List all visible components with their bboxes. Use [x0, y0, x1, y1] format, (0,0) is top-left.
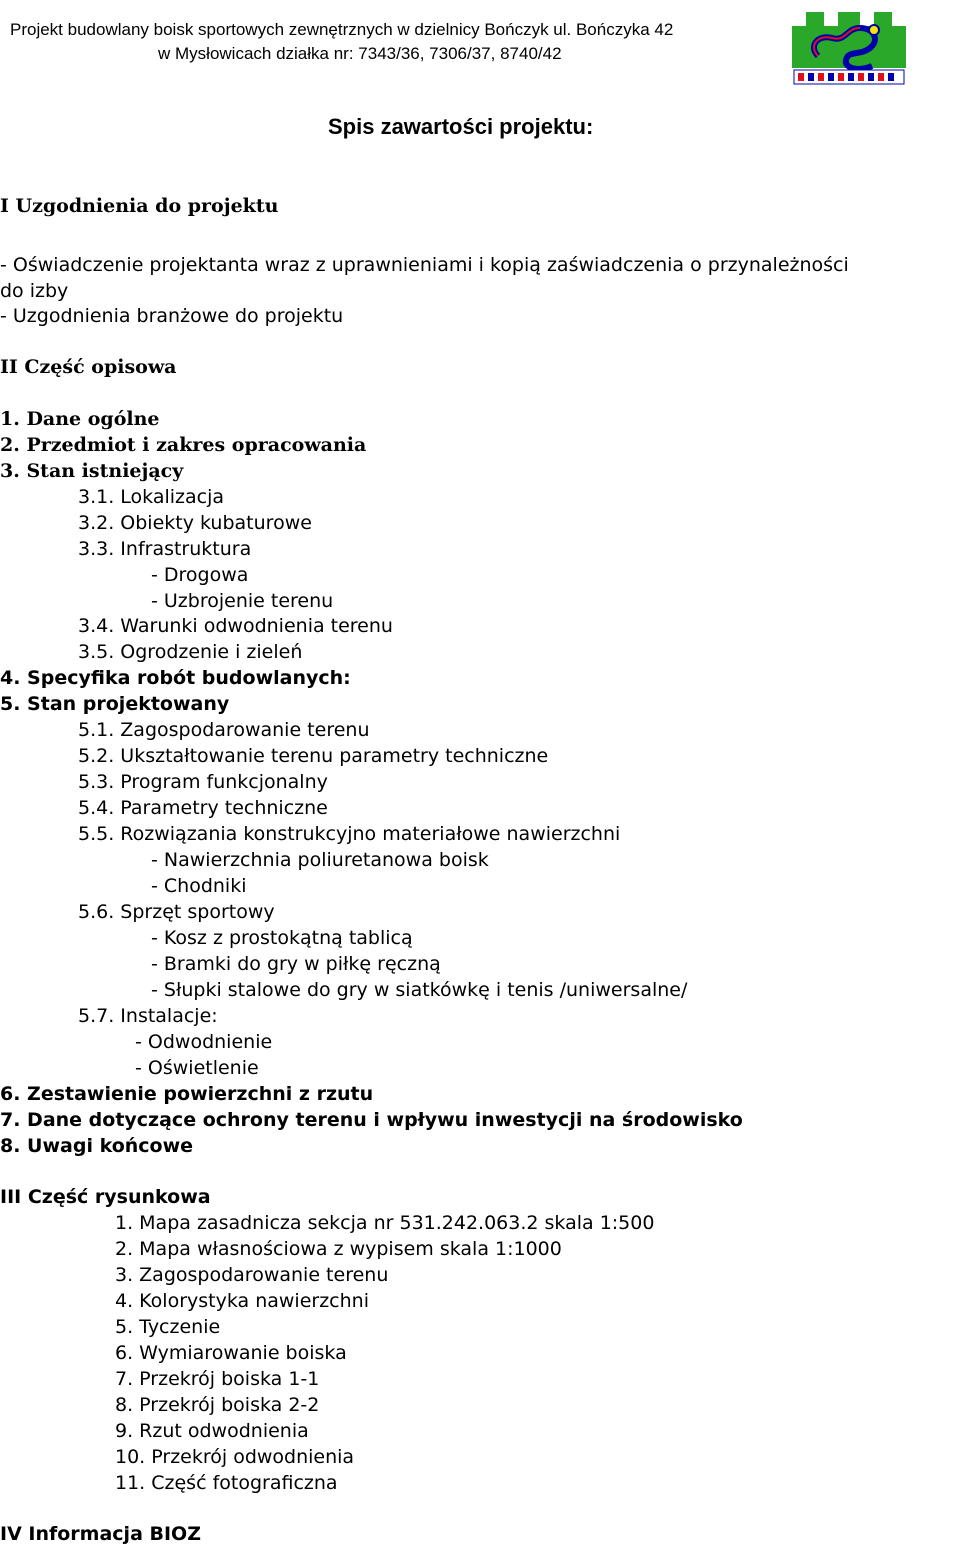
list-item: 5. Stan projektowany: [0, 693, 230, 715]
list-item: - Kosz z prostokątną tablicą: [151, 927, 413, 949]
list-item: 1. Mapa zasadnicza sekcja nr 531.242.063.2 skala 1:500: [115, 1212, 655, 1234]
list-item: 9. Rzut odwodnienia: [115, 1420, 309, 1442]
list-item: 3.1. Lokalizacja: [78, 486, 225, 508]
list-item: 5.4. Parametry techniczne: [78, 797, 328, 819]
list-item: - Oświadczenie projektanta wraz z uprawnieniami i kopią zaświadczenia o przynależności: [0, 254, 849, 276]
list-item: 3.5. Ogrodzenie i zieleń: [78, 641, 303, 663]
list-item: 7. Przekrój boiska 1-1: [115, 1368, 320, 1390]
section-title: I Uzgodnienia do projektu: [0, 195, 279, 217]
list-item: 5.7. Instalacje:: [78, 1005, 218, 1027]
list-item: 3. Stan istniejący: [0, 460, 184, 482]
list-item: 4. Specyfika robót budowlanych:: [0, 667, 351, 689]
list-item: 2. Mapa własnościowa z wypisem skala 1:1000: [115, 1238, 562, 1260]
municipal-crest-logo-icon: [788, 6, 910, 86]
list-item: 7. Dane dotyczące ochrony terenu i wpływu inwestycji na środowisko: [0, 1109, 743, 1131]
list-item: 3.2. Obiekty kubaturowe: [78, 512, 312, 534]
list-item: 5.6. Sprzęt sportowy: [78, 901, 275, 923]
list-item: 11. Część fotograficzna: [115, 1472, 338, 1494]
list-item: - Uzgodnienia branżowe do projektu: [0, 305, 344, 327]
list-item: - Oświetlenie: [135, 1057, 259, 1079]
list-item: 8. Uwagi końcowe: [0, 1135, 194, 1157]
list-item: - Nawierzchnia poliuretanowa boisk: [151, 849, 489, 871]
list-item: 6. Wymiarowanie boiska: [115, 1342, 347, 1364]
section-title: II Część opisowa: [0, 356, 177, 378]
list-item: 5.3. Program funkcjonalny: [78, 771, 328, 793]
list-item: 5.2. Ukształtowanie terenu parametry techniczne: [78, 745, 549, 767]
list-item: 5.1. Zagospodarowanie terenu: [78, 719, 370, 741]
list-item: 4. Kolorystyka nawierzchni: [115, 1290, 369, 1312]
list-item: - Uzbrojenie terenu: [151, 590, 334, 612]
list-item: - Drogowa: [151, 564, 249, 586]
toc-title: Spis zawartości projektu:: [328, 114, 594, 139]
list-item: - Słupki stalowe do gry w siatkówkę i tenis /uniwersalne/: [151, 979, 688, 1001]
list-item: 3.3. Infrastruktura: [78, 538, 252, 560]
project-title-line-1: Projekt budowlany boisk sportowych zewnętrznych w dzielnicy Bończyk ul. Bończyka 42: [10, 20, 674, 39]
list-item: - Bramki do gry w piłkę ręczną: [151, 953, 441, 975]
list-item: 10. Przekrój odwodnienia: [115, 1446, 355, 1468]
section-title: III Część rysunkowa: [0, 1186, 211, 1208]
list-item: 6. Zestawienie powierzchni z rzutu: [0, 1083, 374, 1105]
page-header: [0, 0, 960, 100]
project-title-line-2: w Mysłowicach działka nr: 7343/36, 7306/37, 8740/42: [158, 44, 562, 63]
list-item: - Odwodnienie: [135, 1031, 273, 1053]
list-item: 8. Przekrój boiska 2-2: [115, 1394, 320, 1416]
list-item: 3. Zagospodarowanie terenu: [115, 1264, 389, 1286]
section-title: IV Informacja BIOZ: [0, 1523, 201, 1545]
list-item: 1. Dane ogólne: [0, 408, 160, 430]
list-item: 2. Przedmiot i zakres opracowania: [0, 434, 367, 456]
list-item: 3.4. Warunki odwodnienia terenu: [78, 615, 393, 637]
list-item: 5. Tyczenie: [115, 1316, 221, 1338]
list-item: - Chodniki: [151, 875, 247, 897]
list-item: 5.5. Rozwiązania konstrukcyjno materiałowe nawierzchni: [78, 823, 621, 845]
list-item: do izby: [0, 280, 69, 302]
